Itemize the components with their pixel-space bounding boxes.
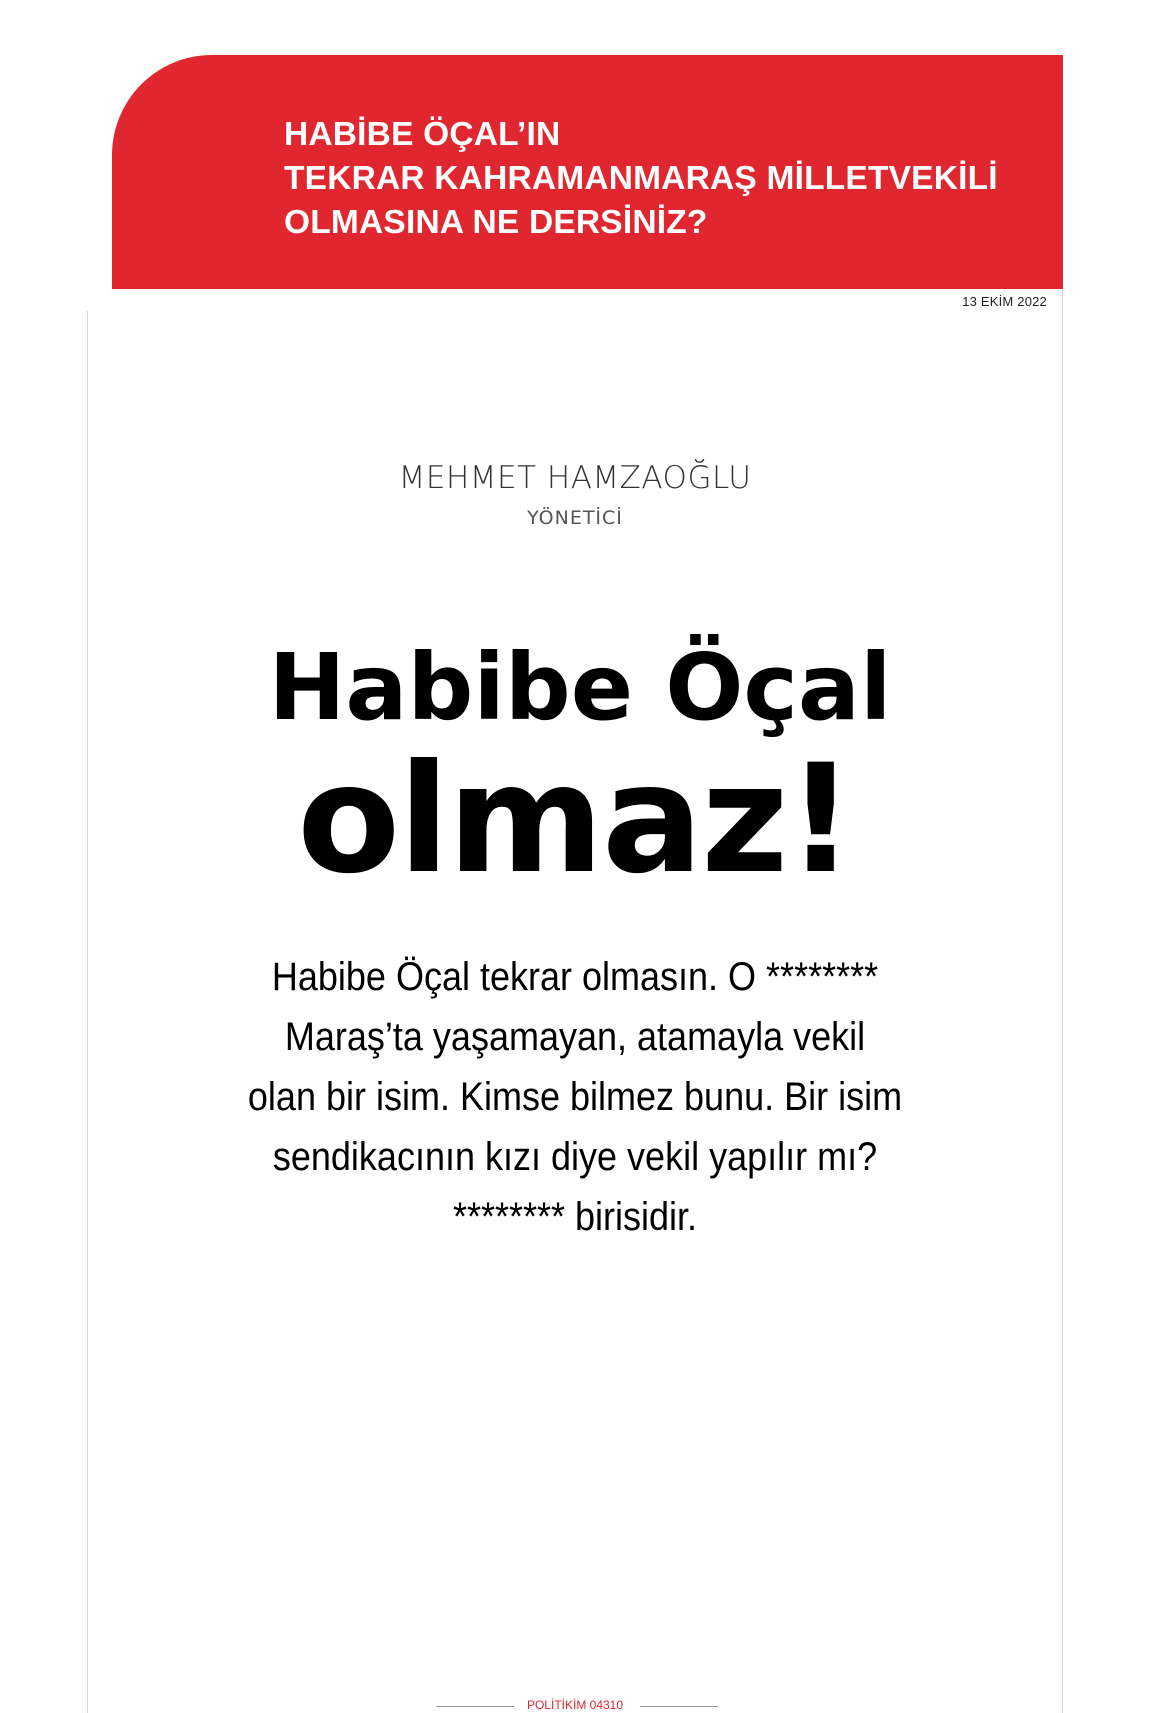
- header-title-line: HABİBE ÖÇAL’IN: [284, 116, 561, 153]
- publication-date: 13 EKİM 2022: [962, 294, 1047, 309]
- author-role: YÖNETİCİ: [527, 507, 623, 529]
- header-title-line: TEKRAR KAHRAMANMARAŞ MİLLETVEKİLİ: [284, 160, 998, 197]
- frame-border-right: [1062, 289, 1063, 1713]
- quote-line: olan bir isim. Kimse bilmez bunu. Bir isim: [247, 1075, 903, 1119]
- quote-line: sendikacının kızı diye vekil yapılır mı?: [272, 1135, 878, 1179]
- headline-line-1: Habibe Öçal: [268, 634, 892, 741]
- header-title-line: OLMASINA NE DERSİNİZ?: [284, 204, 708, 241]
- quote-line: Maraş’ta yaşamayan, atamayla vekil: [284, 1015, 866, 1059]
- footer-label: POLİTİKİM 04310: [526, 1698, 624, 1712]
- author-name: MEHMET HAMZAOĞLU: [398, 460, 752, 496]
- footer-divider-right: [640, 1706, 718, 1707]
- header-title: [284, 113, 1064, 245]
- quote-line: ******** birisidir.: [452, 1195, 698, 1239]
- quote-line: Habibe Öçal tekrar olmasın. O ********: [271, 955, 879, 999]
- quote-body: [238, 947, 913, 1247]
- headline-line-2: olmaz!: [297, 733, 853, 907]
